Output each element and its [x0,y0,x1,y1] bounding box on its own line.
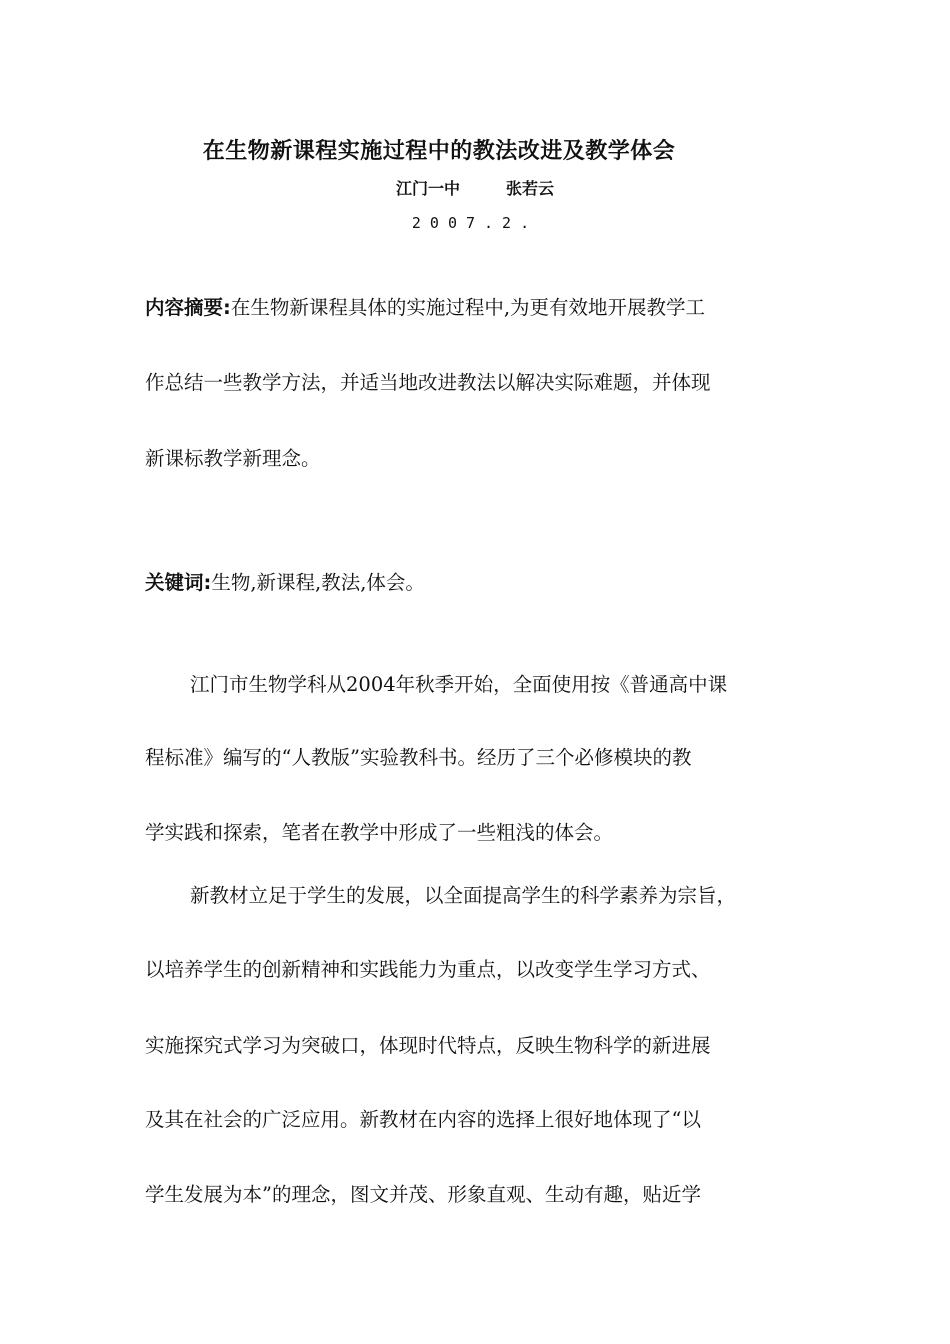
keywords-line [145,570,425,596]
abstract-line-3: 新课标教学新理念。 [145,447,321,470]
abstract-line-1 [145,295,705,321]
document-date: 2007.2. [411,214,539,232]
paragraph2-line-4: 及其在社会的广泛应用。新教材在内容的选择上很好地体现了“以 [145,1108,701,1131]
paragraph2-line-5: 学生发展为本”的理念，图文并茂、形象直观、生动有趣，贴近学 [145,1183,701,1206]
document-title: 在生物新课程实施过程中的教法改进及教学体会 [202,139,676,164]
keywords-label: 关键词: [145,571,212,594]
paragraph2-line-3: 实施探究式学习为突破口，体现时代特点，反映生物科学的新进展 [145,1034,711,1057]
author-name: 张若云 [506,179,555,198]
paragraph2-line-1: 新教材立足于学生的发展，以全面提高学生的科学素养为宗旨， [190,884,737,907]
paragraph1-line-3: 学实践和探索，笔者在教学中形成了一些粗浅的体会。 [145,821,614,844]
school-name: 江门一中 [395,179,460,198]
author-byline [0,176,950,199]
paragraph1-line-2: 程标准》编写的“人教版”实验教科书。经历了三个必修模块的教 [145,746,692,769]
abstract-label: 内容摘要: [145,296,231,319]
keywords-text: 生物,新课程,教法,体会。 [211,571,425,594]
paragraph1-line-1: 江门市生物学科从2004年秋季开始，全面使用按《普通高中课 [190,673,728,696]
abstract-text-1: 在生物新课程具体的实施过程中,为更有效地开展教学工 [230,296,706,319]
paragraph2-line-2: 以培养学生的创新精神和实践能力为重点，以改变学生学习方式、 [145,958,711,981]
abstract-line-2: 作总结一些教学方法，并适当地改进教法以解决实际难题，并体现 [145,371,711,394]
